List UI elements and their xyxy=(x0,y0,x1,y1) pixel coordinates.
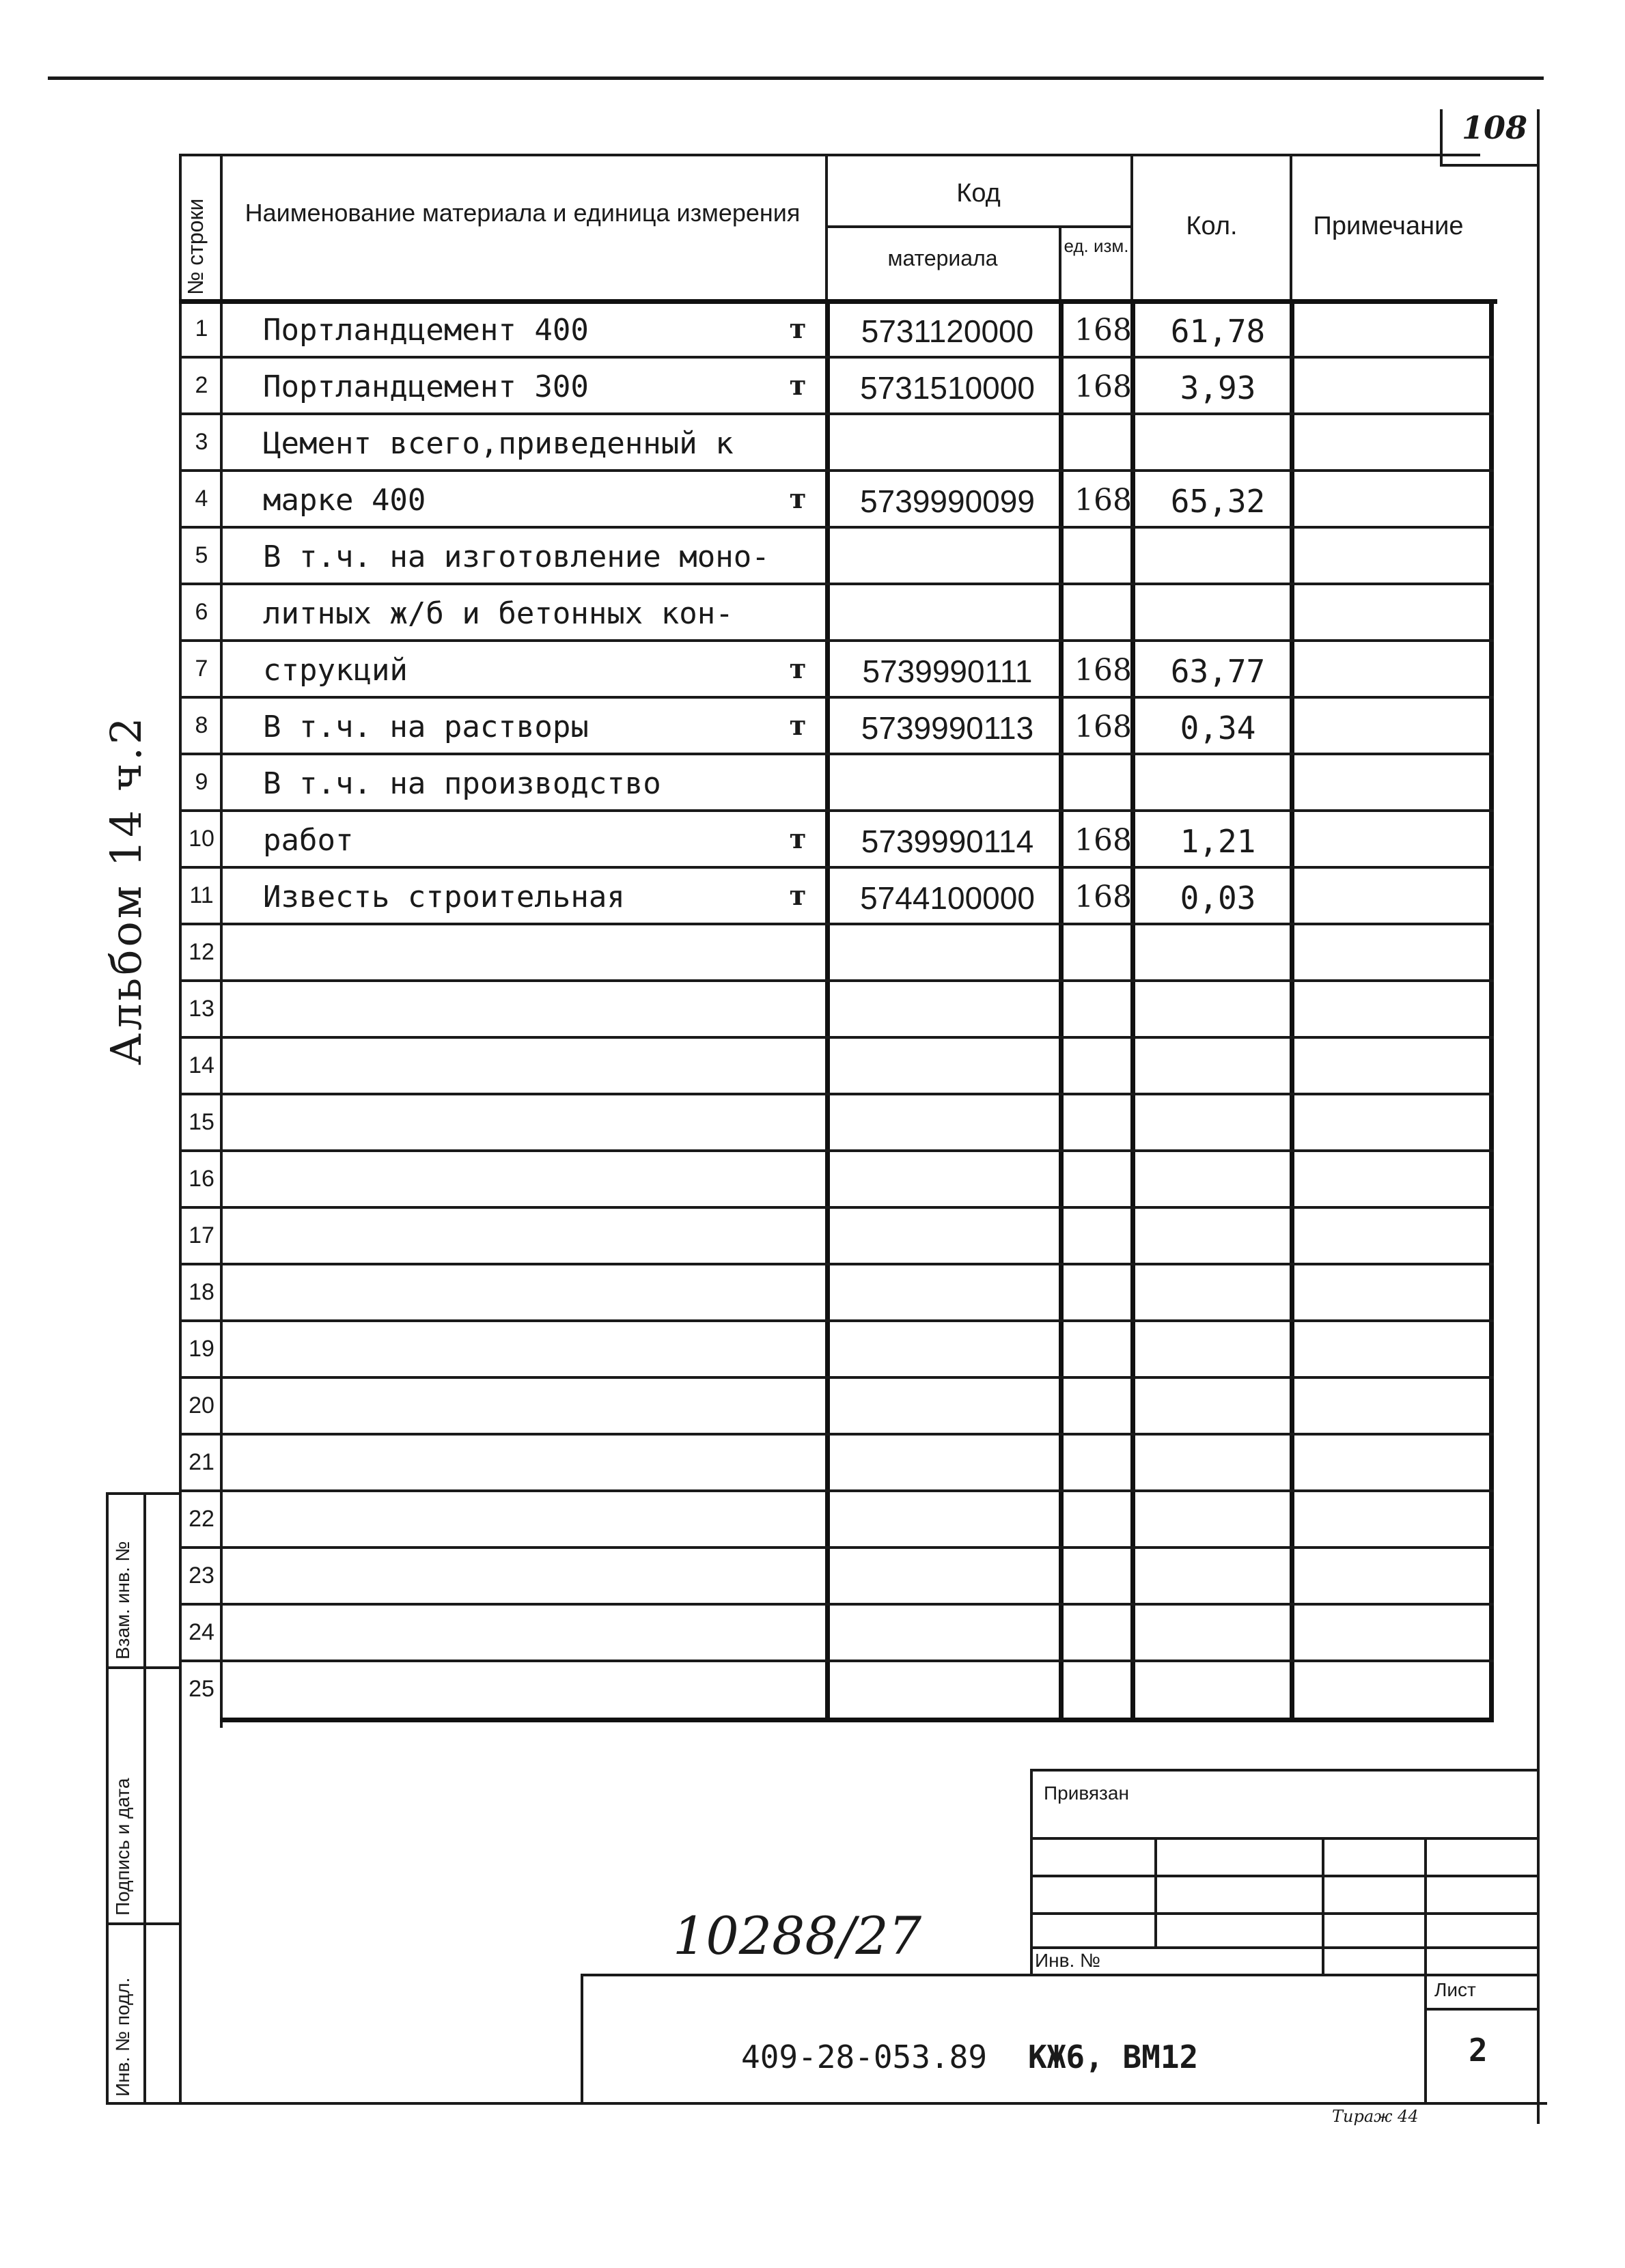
quantity: 0,34 xyxy=(1180,710,1256,746)
row-number: 4 xyxy=(195,486,208,512)
body-col-sep-qty-note xyxy=(1290,300,1294,1721)
row-number: 5 xyxy=(195,542,208,568)
unit-code: 168 xyxy=(1074,313,1132,348)
stamp-top xyxy=(581,1974,1539,1976)
header-name-text: Наименование материала и единица измерения xyxy=(245,199,801,227)
footer-stamp: Тираж 44 xyxy=(1332,2107,1419,2126)
row-number: 8 xyxy=(195,712,208,738)
header-bottom-rule xyxy=(179,299,1497,304)
quantity: 3,93 xyxy=(1180,369,1256,406)
col-sep-qty-note xyxy=(1290,154,1292,300)
row-rule xyxy=(179,1489,1494,1492)
stamp-list-rule xyxy=(1424,2008,1539,2011)
row-number: 9 xyxy=(195,769,208,795)
top-rule xyxy=(48,76,1544,80)
body-col-sep-name-code xyxy=(825,300,830,1721)
unit-of-measure: т xyxy=(789,653,807,685)
row-number: 11 xyxy=(189,882,214,908)
page-number: 108 xyxy=(1462,109,1528,146)
material-code: 5731120000 xyxy=(861,313,1034,349)
row-number: 20 xyxy=(189,1392,214,1418)
material-name: Цемент всего,приведенный к xyxy=(263,426,734,461)
row-number: 2 xyxy=(195,372,208,398)
material-name: струкций xyxy=(263,653,408,688)
title-block-col-3 xyxy=(1424,1837,1427,1974)
row-rule xyxy=(179,412,1494,415)
list-label: Лист xyxy=(1434,1979,1476,2000)
material-code: 5739990113 xyxy=(861,710,1034,746)
margin-bottom xyxy=(106,2102,1547,2105)
row-number: 23 xyxy=(189,1563,214,1588)
right-border xyxy=(1537,109,1540,2124)
unit-code: 168 xyxy=(1074,369,1132,404)
row-rule xyxy=(179,696,1494,699)
unit-of-measure: т xyxy=(789,880,807,912)
row-rule xyxy=(179,526,1494,529)
row-rule xyxy=(179,753,1494,755)
header-row-no: № строки xyxy=(183,198,208,295)
row-number: 12 xyxy=(189,939,214,965)
row-number: 17 xyxy=(189,1222,214,1248)
header-material: материала xyxy=(887,246,998,270)
row-number: 16 xyxy=(189,1166,214,1192)
col-sep-material-unit xyxy=(1059,225,1061,300)
margin-label-inv: Инв. № подл. xyxy=(112,1977,133,2097)
row-number: 18 xyxy=(189,1279,214,1305)
row-rule xyxy=(179,356,1494,359)
row-rule xyxy=(179,583,1494,585)
unit-code: 168 xyxy=(1074,653,1132,688)
unit-of-measure: т xyxy=(789,710,807,742)
header-code: Код xyxy=(956,179,1001,208)
quantity: 65,32 xyxy=(1170,483,1266,520)
row-rule xyxy=(179,923,1494,925)
row-rule xyxy=(179,1546,1494,1549)
unit-code: 168 xyxy=(1074,710,1132,744)
quantity: 1,21 xyxy=(1180,823,1256,860)
title-block-left xyxy=(1030,1769,1033,1974)
material-name: литных ж/б и бетонных кон- xyxy=(263,596,734,631)
material-code: 5739990111 xyxy=(862,654,1033,689)
header-note: Примечание xyxy=(1313,212,1464,240)
privyazan-label: Привязан xyxy=(1044,1782,1129,1804)
title-block-rule-1 xyxy=(1030,1837,1539,1840)
body-right-border xyxy=(1489,300,1494,1721)
row-rule xyxy=(179,1376,1494,1379)
code-subheader-rule xyxy=(825,225,1133,228)
table-left-border xyxy=(179,154,182,2103)
material-code: 5744100000 xyxy=(860,880,1035,916)
row-number: 21 xyxy=(189,1449,214,1475)
title-block-rule-4 xyxy=(1030,1946,1539,1949)
row-rule xyxy=(179,1603,1494,1606)
row-number: 24 xyxy=(189,1619,214,1645)
row-rule xyxy=(179,979,1494,982)
row-rule xyxy=(179,1206,1494,1209)
margin-inner xyxy=(143,1492,146,2103)
row-number: 10 xyxy=(189,826,214,852)
material-name: Портландцемент 400 xyxy=(263,313,589,348)
margin-outer-left xyxy=(106,1492,109,2103)
handwritten-number: 10288/27 xyxy=(673,1905,922,1966)
table-bottom-rule xyxy=(220,1718,1494,1722)
row-number: 3 xyxy=(195,429,208,455)
material-name: марке 400 xyxy=(263,483,426,518)
material-name: В т.ч. на производство xyxy=(263,766,661,801)
list-number: 2 xyxy=(1469,2032,1488,2069)
row-number: 19 xyxy=(189,1336,214,1362)
quantity: 0,03 xyxy=(1180,880,1256,916)
quantity: 61,78 xyxy=(1170,313,1266,350)
quantity: 63,77 xyxy=(1170,653,1266,690)
material-name: В т.ч. на растворы xyxy=(263,710,589,744)
row-rule xyxy=(179,1660,1494,1662)
title-block-top xyxy=(1030,1769,1539,1772)
album-side-note: Альбом 14 ч.2 xyxy=(101,714,151,1065)
unit-of-measure: т xyxy=(789,823,807,855)
margin-top xyxy=(106,1492,181,1495)
unit-code: 168 xyxy=(1074,483,1132,518)
row-number: 25 xyxy=(189,1676,214,1702)
row-rule xyxy=(179,1149,1494,1152)
row-number: 13 xyxy=(189,996,214,1022)
unit-of-measure: т xyxy=(789,369,807,402)
unit-of-measure: т xyxy=(789,313,807,345)
row-rule xyxy=(179,1093,1494,1095)
document-code: 409-28-053.89 xyxy=(741,2039,988,2075)
title-block-rule-3 xyxy=(1030,1912,1539,1915)
header-unit-code: ед. изм. xyxy=(1064,236,1129,256)
material-code: 5739990114 xyxy=(861,824,1034,859)
material-name: Портландцемент 300 xyxy=(263,369,589,404)
material-code: 5739990099 xyxy=(860,484,1035,519)
row-rule xyxy=(179,1319,1494,1322)
row-number: 22 xyxy=(189,1506,214,1532)
material-code: 5731510000 xyxy=(860,370,1035,406)
row-rule xyxy=(179,1036,1494,1039)
title-block-col-1 xyxy=(1154,1837,1157,1946)
material-name: Известь строительная xyxy=(263,880,625,914)
header-name xyxy=(225,198,820,228)
row-rule xyxy=(179,809,1494,812)
row-rule xyxy=(179,469,1494,472)
row-number: 1 xyxy=(195,316,208,341)
row-number: 6 xyxy=(195,599,208,625)
document-mark: КЖ6, ВМ12 xyxy=(1028,2039,1199,2075)
material-name: работ xyxy=(263,823,354,858)
row-rule xyxy=(179,1263,1494,1265)
table-top-border xyxy=(179,154,1480,156)
row-rule xyxy=(179,866,1494,869)
row-number: 14 xyxy=(189,1052,214,1078)
row-number: 7 xyxy=(195,656,208,682)
stamp-list-sep xyxy=(1424,1974,1427,2103)
margin-label-podpis: Подпись и дата xyxy=(112,1778,133,1916)
inv-no-label: Инв. № xyxy=(1035,1950,1101,1971)
unit-code: 168 xyxy=(1074,823,1132,858)
stamp-left xyxy=(581,1974,583,2103)
margin-label-vzam: Взам. инв. № xyxy=(112,1541,133,1660)
margin-sep-1 xyxy=(106,1666,181,1669)
row-rule xyxy=(179,639,1494,642)
row-rule xyxy=(179,1433,1494,1436)
title-block-rule-2 xyxy=(1030,1875,1539,1877)
unit-code: 168 xyxy=(1074,880,1132,914)
row-number: 15 xyxy=(189,1109,214,1135)
material-name: В т.ч. на изготовление моно- xyxy=(263,540,770,574)
title-block-col-2 xyxy=(1322,1837,1324,1974)
header-qty: Кол. xyxy=(1186,212,1238,240)
margin-sep-2 xyxy=(106,1922,181,1925)
unit-of-measure: т xyxy=(789,483,807,515)
